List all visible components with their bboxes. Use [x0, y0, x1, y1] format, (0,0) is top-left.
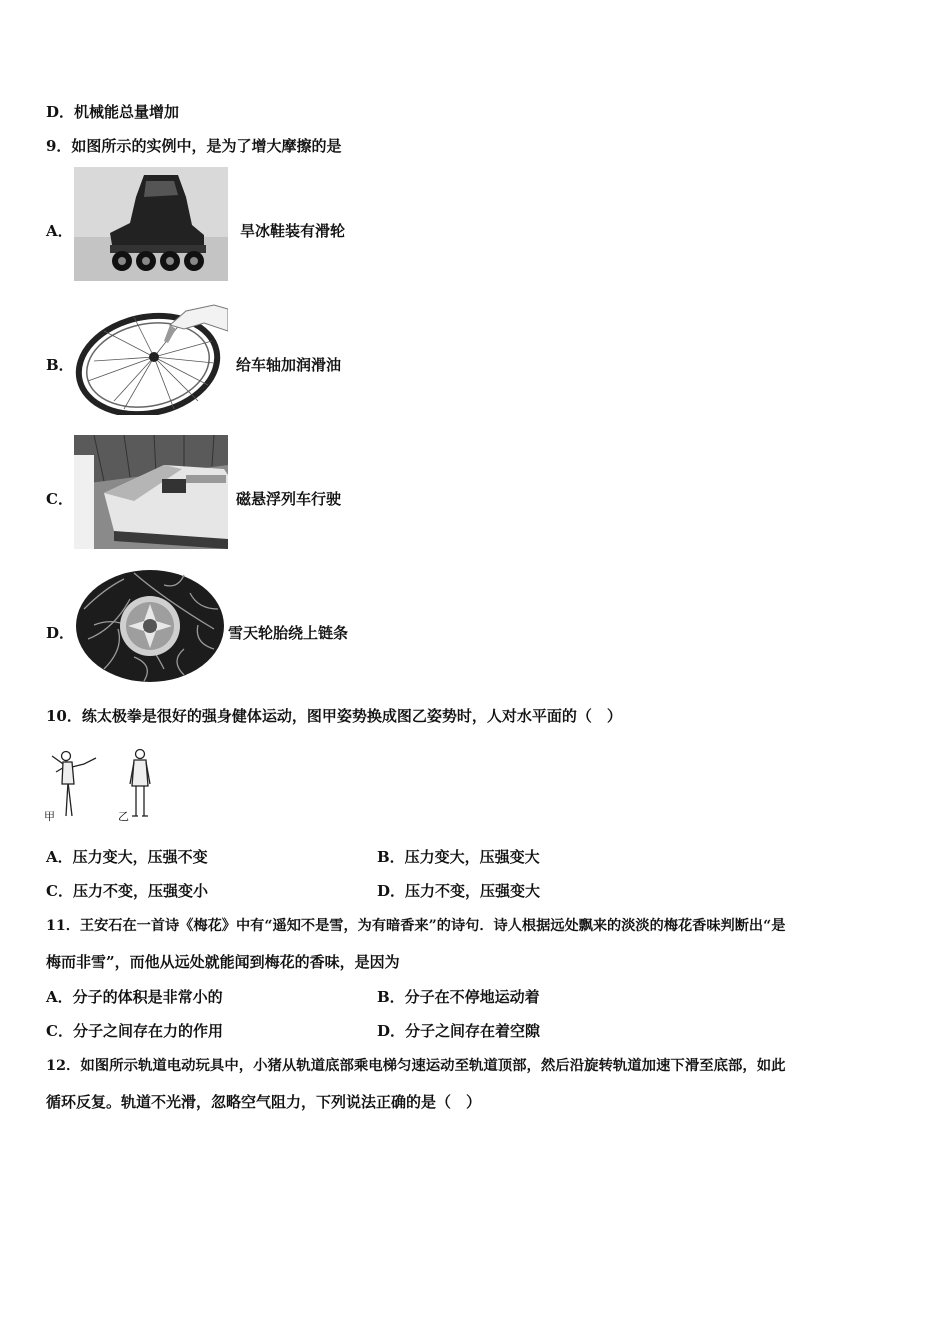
option-letter: A．: [46, 222, 73, 240]
option-letter: B．: [46, 356, 74, 374]
maglev-train-image: [74, 435, 228, 549]
taichi-poses-image: [44, 742, 164, 826]
figure-label-yi: 乙: [118, 810, 129, 823]
option-letter: D．: [46, 624, 75, 642]
option-text: 磁悬浮列车行驶: [236, 490, 342, 508]
bicycle-wheel-image: [74, 301, 228, 415]
chained-tire-image: [74, 569, 228, 683]
q10-stem: 10．练太极拳是很好的强身健体运动，图甲姿势换成图乙姿势时，人对水平面的（ ）: [46, 707, 622, 725]
q11-option-d: D．分子之间存在着空隙: [377, 1022, 541, 1040]
q11-option-c: C．分子之间存在力的作用: [46, 1022, 223, 1040]
option-letter: C．: [46, 490, 73, 508]
q12-stem-line2: 循环反复。轨道不光滑，忽略空气阻力，下列说法正确的是（ ）: [46, 1093, 482, 1111]
q11-stem-line2: 梅而非雪”，而他从远处就能闻到梅花的香味，是因为: [46, 953, 400, 971]
q10-option-d: D．压力不变，压强变大: [377, 882, 541, 900]
q9-stem: 9．如图所示的实例中，是为了增大摩擦的是: [46, 137, 342, 155]
q8-option-d: D．机械能总量增加: [46, 103, 180, 121]
q12-stem-line1: 12．如图所示轨道电动玩具中，小猪从轨道底部乘电梯匀速运动至轨道顶部，然后沿旋转轨道加速下滑至底部，如此: [46, 1057, 786, 1074]
roller-skate-image: [74, 167, 228, 281]
q10-option-a: A．压力变大，压强不变: [46, 848, 208, 866]
taichi-figure: [44, 742, 164, 826]
q11-option-b: B．分子在不停地运动着: [377, 988, 540, 1006]
option-text: 旱冰鞋装有滑轮: [240, 222, 346, 240]
figure-label-jia: 甲: [44, 810, 55, 823]
q10-option-c: C．压力不变，压强变小: [46, 882, 208, 900]
option-text: 雪天轮胎绕上链条: [228, 624, 349, 642]
q10-option-b: B．压力变大，压强变大: [377, 848, 540, 866]
option-text: 给车轴加润滑油: [236, 356, 342, 374]
q11-option-a: A．分子的体积是非常小的: [46, 988, 223, 1006]
q11-stem-line1: 11．王安石在一首诗《梅花》中有“遥知不是雪，为有暗香来”的诗句．诗人根据远处飘来的淡淡的梅花香味判断出“是: [46, 918, 786, 934]
